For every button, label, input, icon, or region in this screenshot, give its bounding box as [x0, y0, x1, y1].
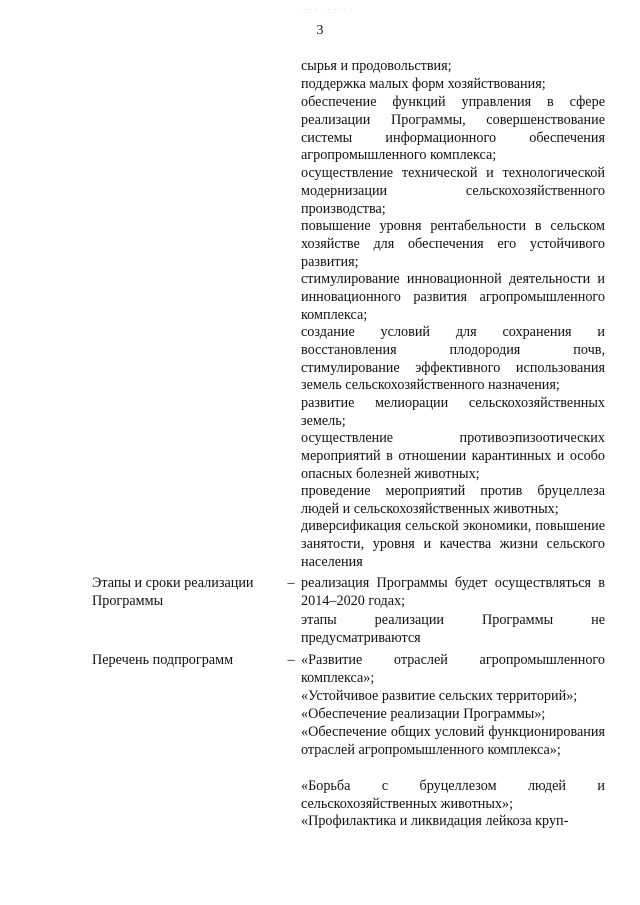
subprogram-item-4: «Обеспечение общих условий функционирования отраслей агропромышленного комплекса»; [301, 724, 605, 758]
goal-item-6: стимулирование инновационной деятельности и инновационного развития агропромышленного комплекса; [301, 271, 605, 323]
stages-item-1: реализация Программы будет осуществляться в 2014–2020 годах; [301, 575, 605, 609]
subprogram-item-1: «Развитие отраслей агропромышленного комплекса»; [301, 652, 605, 686]
subprogram-item-6: «Профилактика и ликвидация лейкоза круп- [301, 813, 569, 829]
stages-item-2: этапы реализации Программы не предусматриваются [301, 612, 605, 646]
goal-item-10: проведение мероприятий против бруцеллеза людей и сельскохозяйственных животных; [301, 483, 605, 517]
goal-item-4: осуществление технической и технологической модернизации сельскохозяйственного производства; [301, 165, 605, 217]
goal-item-9: осуществление противоэпизоотических мероприятий в отношении карантинных и особо опасных болезней животных; [301, 430, 605, 482]
goal-item-5: повышение уровня рентабельности в сельском хозяйстве для обеспечения его устойчивого развития; [301, 218, 605, 270]
goal-item-1: сырья и продовольствия; [301, 58, 452, 74]
stages-dash: – [287, 575, 295, 591]
subprogram-item-2: «Устойчивое развитие сельских территорий»; [301, 688, 578, 704]
goal-item-2: поддержка малых форм хозяйствования; [301, 76, 546, 92]
page-number: 3 [316, 23, 324, 38]
stages-label: Этапы и сроки реализации Программы [92, 575, 254, 609]
goal-item-7: создание условий для сохранения и восстановления плодородия почв, стимулирование эффективного использования земель сельскохозяйственного назначения; [301, 324, 605, 394]
scan-artifact: · ·· · · · ·· · · [300, 6, 353, 14]
goal-item-8: развитие мелиорации сельскохозяйственных земель; [301, 395, 605, 429]
goal-item-3: обеспечение функций управления в сфере реализации Программы, совершенствование системы информационного обеспечения агропромышленного комплекса; [301, 94, 605, 164]
subprogram-item-5: «Борьба с бруцеллезом людей и сельскохозяйственных животных»; [301, 778, 605, 812]
subprogram-item-3: «Обеспечение реализации Программы»; [301, 706, 546, 722]
goal-item-11: диверсификация сельской экономики, повышение занятости, уровня и качества жизни сельского населения [301, 518, 605, 570]
subprograms-dash: – [287, 652, 295, 668]
subprograms-label: Перечень подпрограмм [92, 652, 234, 668]
